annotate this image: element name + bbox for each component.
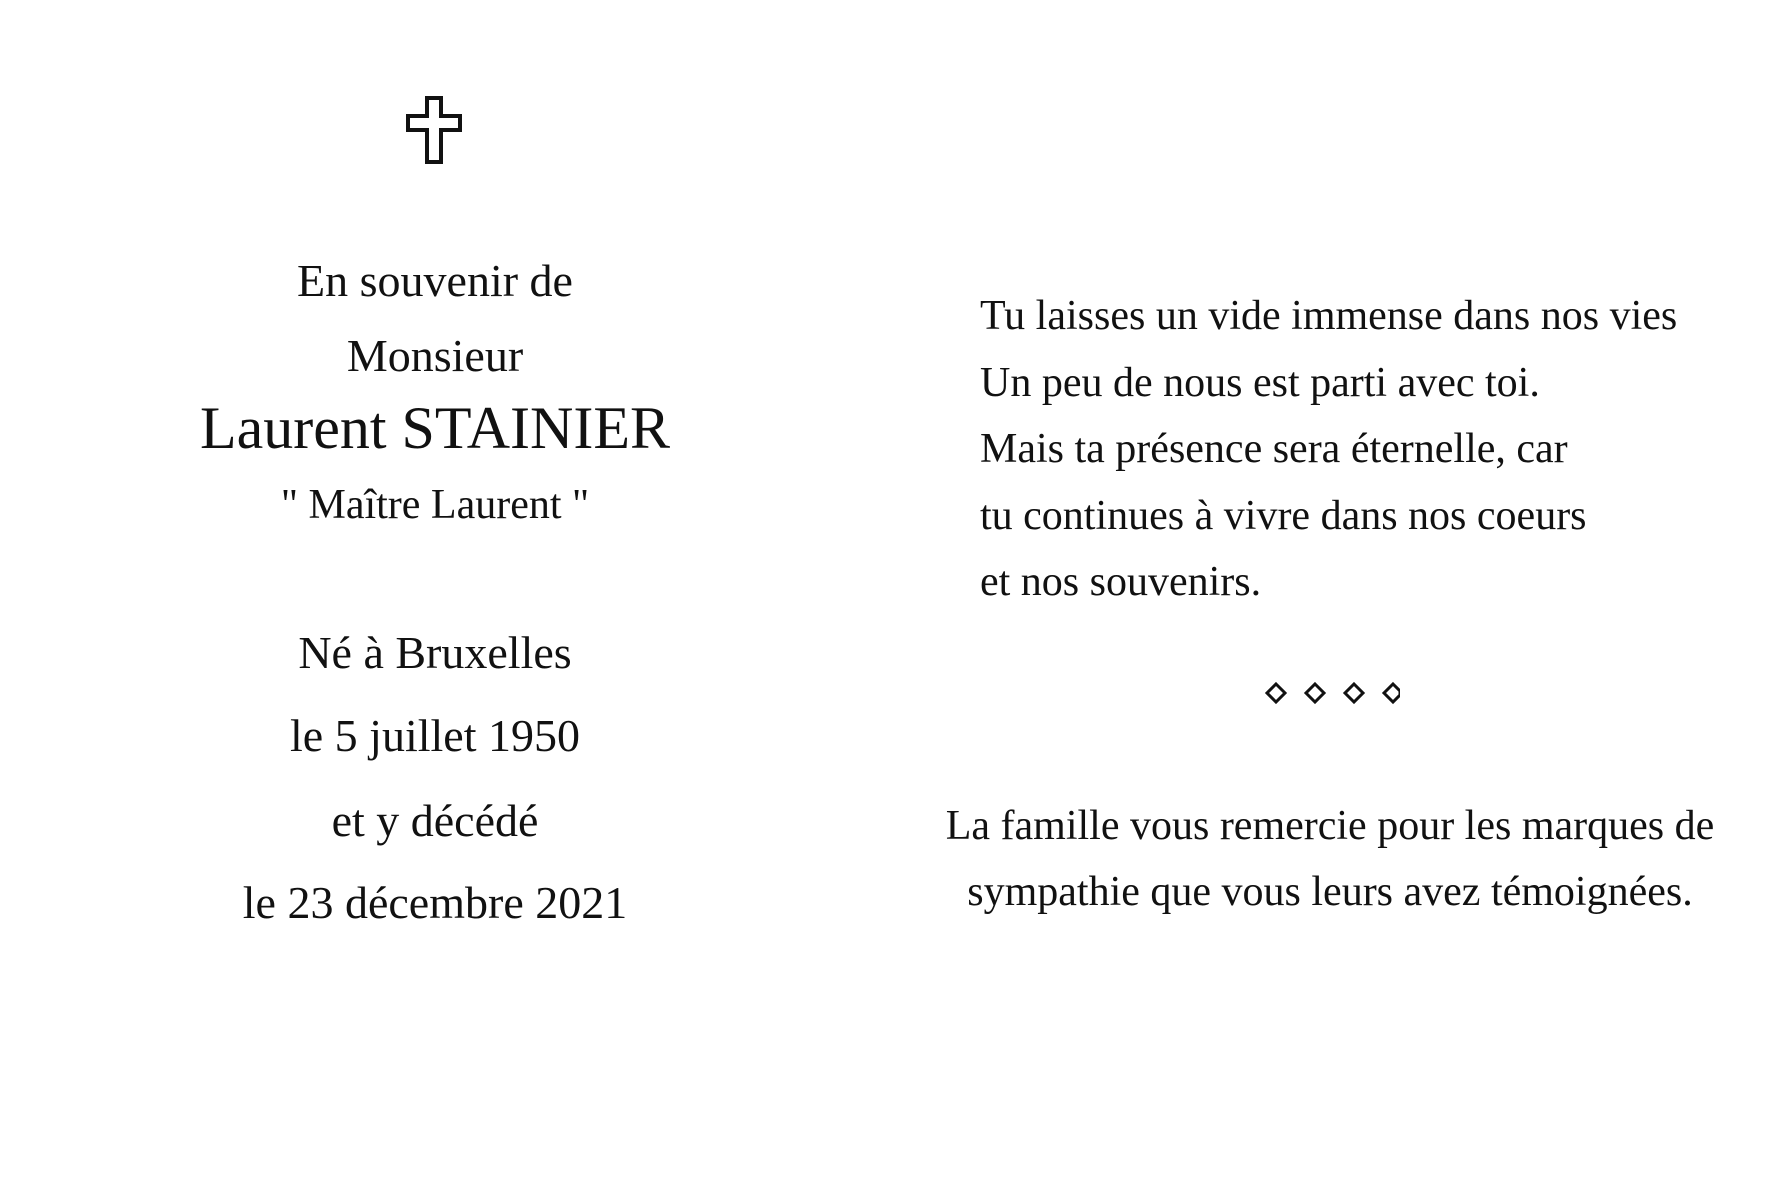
- poem-line: Mais ta présence sera éternelle, car: [980, 426, 1568, 472]
- thanks-message: [940, 793, 1720, 925]
- birth-date: le 5 juillet 1950: [289, 710, 580, 761]
- diamond-icon: [1306, 684, 1324, 702]
- left-panel: [0, 0, 870, 1181]
- honorific: Monsieur: [346, 330, 524, 381]
- cross-icon: [405, 96, 463, 164]
- deceased-name: Laurent STAINIER: [199, 395, 671, 461]
- diamond-icon: [1384, 684, 1400, 702]
- poem: [980, 283, 1677, 616]
- diamond-divider-icon: [1260, 678, 1400, 708]
- right-panel: [940, 0, 1740, 1181]
- poem-line: Tu laisses un vide immense dans nos vies: [980, 293, 1678, 339]
- poem-line: et nos souvenirs.: [980, 559, 1262, 605]
- thanks-line: sympathie que vous leurs avez témoignées.: [967, 869, 1693, 915]
- intro-line: En souvenir de: [297, 255, 573, 306]
- death-date: le 23 décembre 2021: [242, 877, 628, 928]
- death-place: et y décédé: [331, 795, 539, 846]
- diamond-icon: [1267, 684, 1285, 702]
- poem-line: tu continues à vivre dans nos coeurs: [980, 492, 1587, 539]
- thanks-line: La famille vous remercie pour les marques de: [945, 803, 1715, 849]
- poem-line: Un peu de nous est parti avec toi.: [980, 359, 1540, 406]
- birth-place: Né à Bruxelles: [298, 627, 572, 678]
- nickname: " Maître Laurent ": [280, 482, 590, 528]
- diamond-icon: [1345, 684, 1363, 702]
